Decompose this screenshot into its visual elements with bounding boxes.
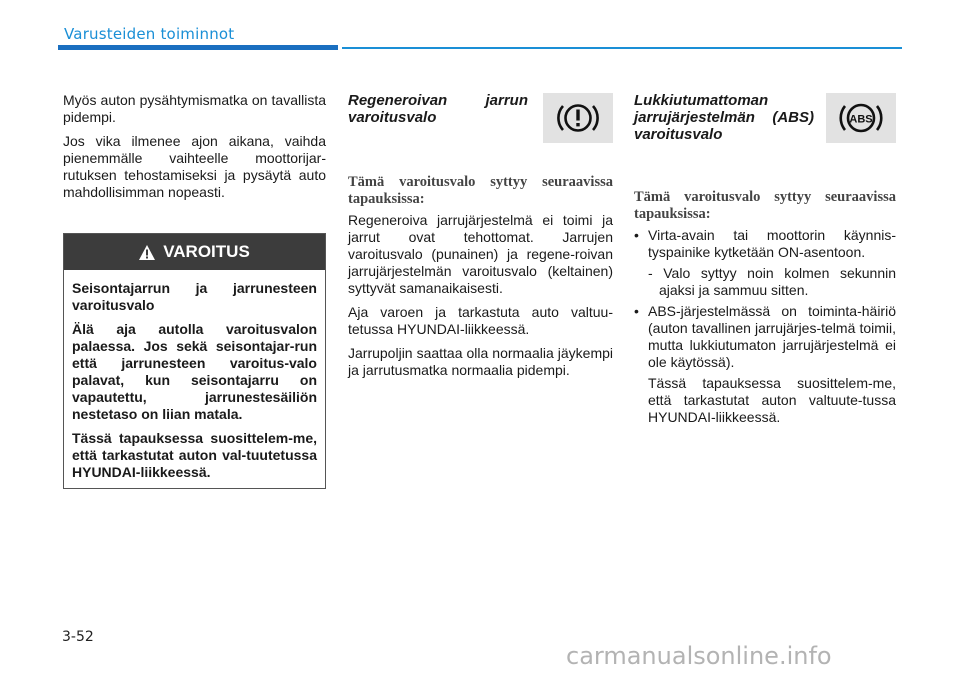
list-item: • Virta-avain tai moottorin käynnis-tyspainike kytketään ON-asentoon. (634, 227, 896, 260)
condition-list (634, 227, 896, 371)
warning-paragraph: Tässä tapauksessa suosittelem-me, että tarkastutat auton val-tuutetussa HYUNDAI-liikkeessä. (72, 430, 317, 480)
column-right (634, 92, 896, 433)
abs-icon-text: ABS (849, 113, 873, 126)
list-item: • ABS-järjestelmässä on toiminta-häiriö (auton tavallinen jarrujärjes-telmä toimii, mutta lukkiutumaton jarrujärjestelmä ei ole käytössä). (634, 303, 896, 370)
title-underline-thin (342, 47, 902, 49)
paragraph: Jos vika ilmenee ajon aikana, vaihda pienemmälle vaihteelle moottorijar-rutuksen tehostamiseksi ja pysäytä auto mahdollisimman nopeasti. (63, 133, 326, 200)
warning-box (63, 233, 326, 489)
column-middle (348, 92, 613, 386)
section-title: Varusteiden toiminnot (64, 25, 235, 43)
condition-heading: Tämä varoitusvalo syttyy seuraavissa tapauksissa: (634, 189, 896, 222)
paragraph: Aja varoen ja tarkastuta auto valtuu-tetussa HYUNDAI-liikkeessä. (348, 304, 613, 337)
warning-header (64, 234, 325, 270)
page-number: 3-52 (62, 629, 94, 645)
paragraph: Myös auton pysähtymismatka on tavallista pidempi. (63, 92, 326, 125)
title-underline-thick (58, 45, 338, 50)
warning-triangle-icon (139, 245, 155, 260)
brake-warning-exclamation-icon (543, 93, 613, 143)
list-subitem: - Valo syttyy noin kolmen sekunnin ajaksi ja sammuu sitten. (648, 265, 896, 298)
paragraph: Regeneroiva jarrujärjestelmä ei toimi ja jarrut ovat tehottomat. Jarrujen varoitusvalo (punainen) ja regene-roivan jarrujärjestelmän varoitusvalo (keltainen) syttyvät samanaikaisesti. (348, 212, 613, 296)
section-heading: Lukkiutumattoman jarrujärjestelmän (ABS) varoitusvalo (634, 92, 814, 143)
warning-label: VAROITUS (163, 242, 250, 261)
paragraph: Tässä tapauksessa suosittelem-me, että tarkastutat auton valtuute-tussa HYUNDAI-liikkeessä. (648, 375, 896, 425)
paragraph: Jarrupoljin saattaa olla normaalia jäykempi ja jarrutusmatka normaalia pidempi. (348, 345, 613, 378)
section-heading: Regeneroivan jarrun varoitusvalo (348, 92, 528, 126)
warning-paragraph: Älä aja autolla varoitusvalon palaessa. Jos sekä seisontajar-run että jarrunesteen varoitus-valo palavat, kun seisontajarru on vapautettu, jarrunestesäiliön nestetaso on liian matala. (72, 321, 317, 422)
watermark: carmanualsonline.info (566, 642, 832, 670)
column-left (63, 92, 326, 208)
abs-warning-icon (826, 93, 896, 143)
warning-title: Seisontajarrun ja jarrunesteen varoitusvalo (72, 280, 317, 313)
condition-heading: Tämä varoitusvalo syttyy seuraavissa tapauksissa: (348, 174, 613, 207)
